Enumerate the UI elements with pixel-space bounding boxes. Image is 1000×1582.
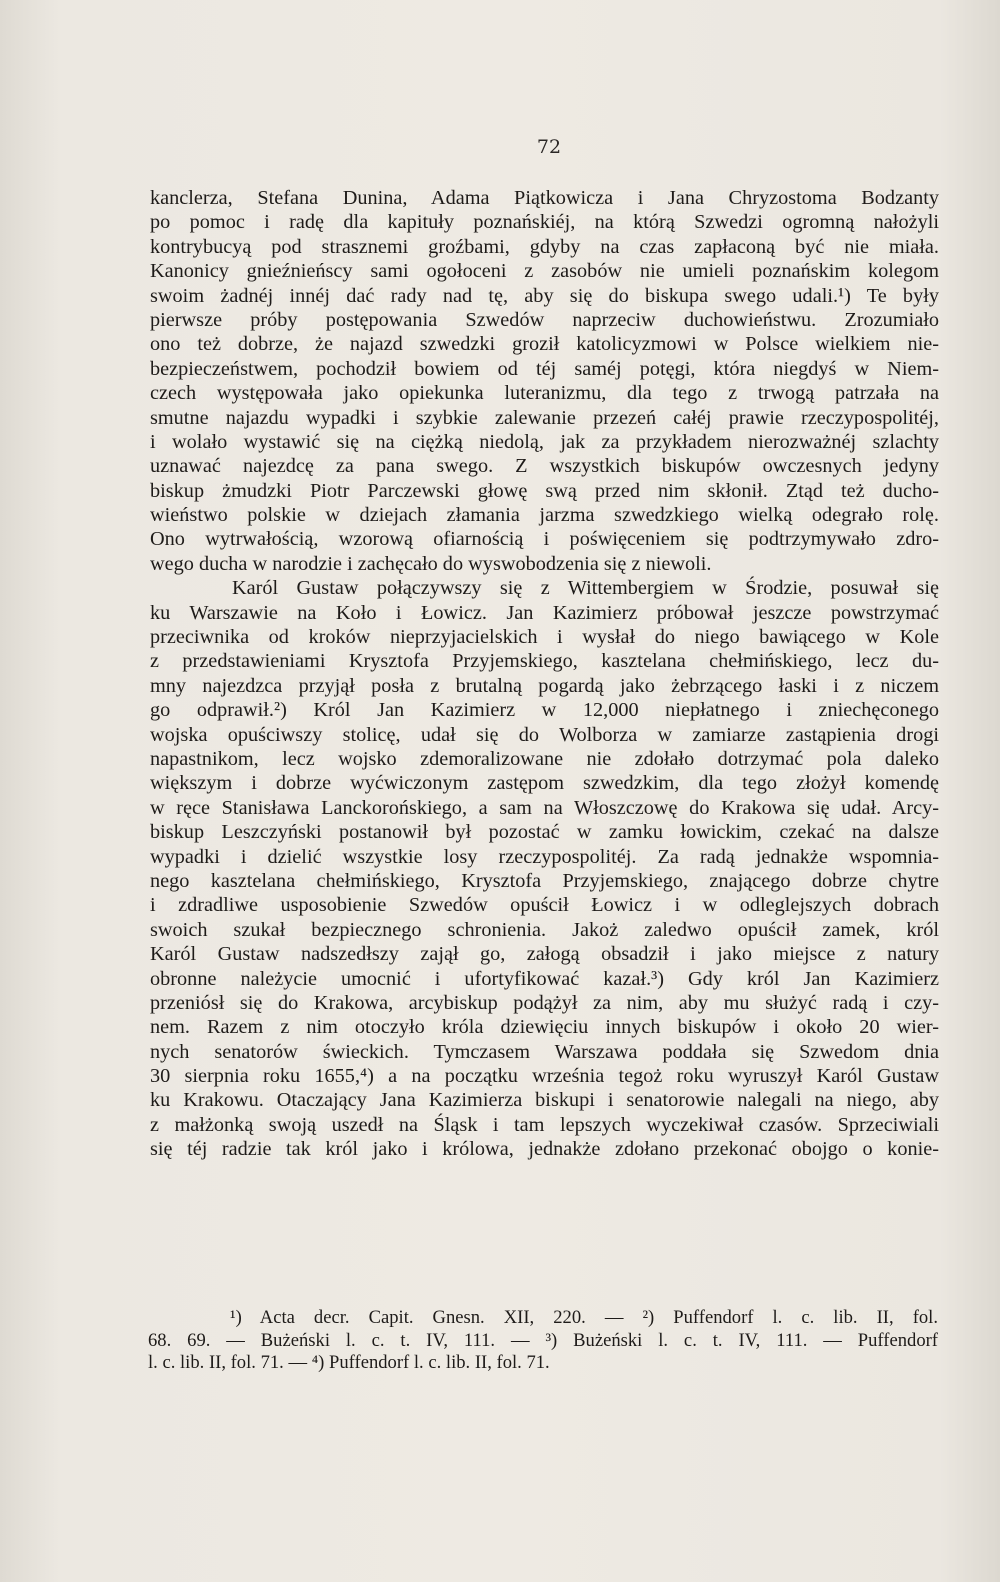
text-line: 30 sierpnia roku 1655,⁴) a na początku września tegoż roku wyruszył Karól Gustaw: [150, 1065, 939, 1088]
text-line: z małżonką swoją uszedł na Śląsk i tam lepszych wyczekiwał czasów. Sprzeciwiali: [150, 1113, 939, 1136]
text-line: się téj radzie tak król jako i królowa, jednakże zdołano przekonać obojgo o konie-: [150, 1138, 939, 1161]
text-line: go odprawił.²) Król Jan Kazimierz w 12,000 niepłatnego i zniechęconego: [150, 699, 939, 722]
text-line: wojska opuściwszy stolicę, udał się do Wolborza w zamiarze zastąpienia drogi: [150, 723, 939, 746]
text-line: kanclerza, Stefana Dunina, Adama Piątkowicza i Jana Chryzostoma Bodzanty: [150, 187, 939, 209]
text-line: napastnikom, lecz wojsko zdemoralizowane nie zdołało dotrzymać pola daleko: [150, 747, 939, 770]
page-number: 72: [536, 136, 562, 158]
footnote-line: 68. 69. — Bużeński l. c. t. IV, 111. — ³) Bużeński l. c. t. IV, 111. — Puffendorf: [148, 1329, 938, 1351]
text-line: ku Warszawie na Koło i Łowicz. Jan Kazimierz próbował jeszcze powstrzymać: [150, 601, 939, 624]
text-line: po pomoc i radę dla kapituły poznańskiéj, na którą Szwedzi ogromną nałożyli: [150, 211, 939, 234]
footnote-line: ¹) Acta decr. Capit. Gnesn. XII, 220. — ²) Puffendorf l. c. lib. II, fol.: [230, 1307, 938, 1328]
text-line: ku Krakowu. Otaczający Jana Kazimierza biskupi i senatorowie nalegali na niego, aby: [150, 1089, 939, 1112]
text-line: wieństwo polskie w dziejach złamania jarzma szwedzkiego wielką odegrało rolę.: [150, 504, 939, 527]
text-line: i zdradliwe usposobienie Szwedów opuścił Łowicz i w odleglejszych dobrach: [150, 894, 939, 917]
text-line: smutne najazdu wypadki i szybkie zalewanie przezeń całéj prawie rzeczypospolitéj,: [150, 406, 939, 429]
text-line: w ręce Stanisława Lanckorońskiego, a sam na Włoszczowę do Krakowa się udał. Arcy-: [150, 796, 939, 819]
text-line: wypadki i dzielić wszystkie losy rzeczypospolitéj. Za radą jednakże wspomnia-: [150, 845, 939, 868]
text-line: bezpieczeństwem, pochodził bowiem od téj saméj potęgi, która niegdyś w Niem-: [150, 357, 939, 380]
text-line: obronne należycie umocnić i ufortyfikować kazał.³) Gdy król Jan Kazimierz: [150, 967, 939, 990]
footnote-line: l. c. lib. II, fol. 71. — ⁴) Puffendorf l. c. lib. II, fol. 71.: [148, 1352, 550, 1373]
text-line: nych senatorów świeckich. Tymczasem Warszawa poddała się Szwedom dnia: [150, 1040, 939, 1063]
body-text: [150, 186, 939, 1162]
footnotes: [148, 1307, 938, 1375]
text-line: większym i dobrze wyćwiczonym zastępom szwedzkim, dla tego złożył komendę: [150, 772, 939, 795]
text-line: z przedstawieniami Krysztofa Przyjemskiego, kasztelana chełmińskiego, lecz du-: [150, 650, 939, 673]
text-line: uznawać najezdcę za pana swego. Z wszystkich biskupów owczesnych jedyny: [150, 455, 939, 478]
text-line: i wolało wystawić się na ciężką niedolą, jak za przykładem nierozważnéj szlachty: [150, 430, 939, 453]
text-line: pierwsze próby postępowania Szwedów naprzeciw duchowieństwu. Zrozumiało: [150, 308, 939, 331]
text-line: Karól Gustaw połączywszy się z Wittembergiem w Środzie, posuwał się: [232, 577, 939, 600]
text-line: Kanonicy gnieźnieńscy sami ogołoceni z zasobów nie umieli poznańskim kolegom: [150, 260, 939, 283]
text-line: przeciwnika od kroków nieprzyjacielskich i wysłał do niego bawiącego w Kole: [150, 626, 939, 649]
text-line: wego ducha w narodzie i zachęcało do wyswobodzenia się z niewoli.: [150, 552, 712, 575]
text-line: Karól Gustaw nadszedłszy zajął go, załogą obsadził i jako miejsce z natury: [150, 943, 939, 966]
text-line: nego kasztelana chełmińskiego, Krysztofa Przyjemskiego, znającego dobrze chytre: [150, 869, 939, 892]
text-line: nem. Razem z nim otoczyło króla dziewięciu innych biskupów i około 20 wier-: [150, 1016, 939, 1039]
text-line: kontrybucyą pod strasznemi groźbami, gdyby na czas zapłaconą być nie miała.: [150, 235, 939, 258]
text-line: ono też dobrze, że najazd szwedzki groził katolicyzmowi w Polsce wielkiem nie-: [150, 333, 939, 356]
text-line: swoich szukał bezpiecznego schronienia. Jakoż zaledwo opuścił zamek, król: [150, 918, 939, 941]
text-line: przeniósł się do Krakowa, arcybiskup podążył za nim, aby mu służyć radą i czy-: [150, 991, 939, 1014]
text-line: czech występowała jako opiekunka luteranizmu, dla tego z trwogą patrzała na: [150, 382, 939, 405]
text-line: Ono wytrwałością, wzorową ofiarnością i poświęceniem się podtrzymywało zdro-: [150, 528, 939, 551]
text-line: biskup Leszczyński postanowił był pozostać w zamku łowickim, czekać na dalsze: [150, 821, 939, 844]
text-line: mny najezdzca przyjął posła z brutalną pogardą jako żebrzącego łaski i z niczem: [150, 674, 939, 697]
text-line: biskup żmudzki Piotr Parczewski głowę swą przed nim skłonił. Ztąd też ducho-: [150, 479, 939, 502]
text-line: swoim żadnéj innéj dać rady nad tę, aby się do biskupa swego udali.¹) Te były: [150, 284, 939, 307]
